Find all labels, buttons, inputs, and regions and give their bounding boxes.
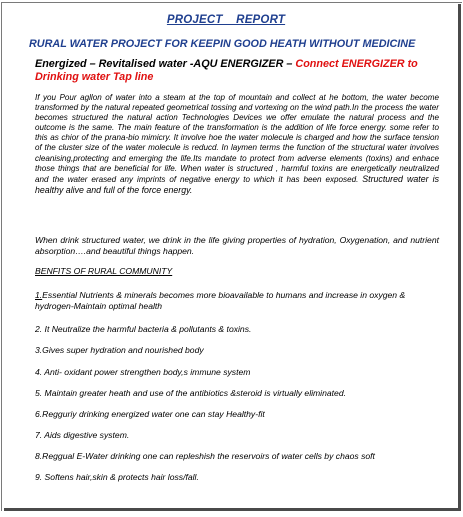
benefit-item: [35, 345, 443, 356]
benefit-number: 4.: [35, 367, 43, 377]
energizer-line-red: Connect ENERGIZER to Drinking water Tap line: [35, 58, 418, 83]
benefit-item: [35, 367, 443, 378]
benefit-text: It Neutralize the harmful bacteria & pollutants & toxins.: [42, 324, 252, 334]
benefit-item: [35, 430, 443, 441]
benefits-heading: BENFITS OF RURAL COMMUNITY: [35, 266, 173, 276]
benefit-text: Maintain greater heath and use of the antibiotics &steroid is virtually eliminated.: [42, 388, 346, 398]
benefit-item: [35, 472, 443, 483]
benefit-item: [35, 388, 443, 399]
benefit-text: Regguriy drinking energized water one can stay Healthy-fit: [42, 409, 265, 419]
benefit-text: Reggual E-Water drinking one can repleshish the reservoirs of water cells by chaos soft: [42, 451, 375, 461]
page-shadow-right: [458, 4, 461, 511]
benefit-item: [35, 324, 443, 335]
report-subtitle: RURAL WATER PROJECT FOR KEEPIN GOOD HEATH WITHOUT MEDICINE: [29, 38, 416, 50]
benefit-text: Gives super hydration and nourished body: [42, 345, 204, 355]
intro-paragraph: [35, 93, 439, 196]
drink-paragraph: When drink structured water, we drink in the life giving properties of hydration, Oxygenation, and nutrient absorption….and beautiful things happen.: [35, 235, 439, 256]
benefit-number: 6.: [35, 409, 43, 419]
benefit-number: 9.: [35, 472, 43, 482]
report-title: PROJECT REPORT: [166, 14, 286, 26]
benefit-number: 1.: [35, 290, 43, 300]
benefit-item: [35, 451, 443, 462]
benefit-number: 8.: [35, 451, 43, 461]
benefit-number: 3.: [35, 345, 43, 355]
energizer-line: [35, 58, 447, 84]
intro-text: If you Pour agllon of water into a steam at the top of mountain and collect at he bottom, the water become transformed by the natural repeated geometrical tossing and vortexing on the wind path.In the process the water becomes structured the natural action Technologies Devices we offer emulate the natural process and the outcome is the same. The main feature of the transformation is the addition of life force energy. some refer to this as chior of the prana-bio mimicry. It involve hoe the water molecule is charged and how the surface tension of the cluster size of the water molecule is reducd. In laymen terms the function of the structural water involves cleanising,protecting and emerging the life.Its mandate to protect from adverse elements (toxins) and enhace those things that are beneficial for life. When water is structured , harmful toxins are energetically neutralized and the water erased any imprints of negative energy to which it has been exposed.: [35, 93, 439, 184]
benefit-number: 7.: [35, 430, 43, 440]
energizer-line-black: Energized – Revitalised water -AQU ENERGIZER –: [35, 58, 296, 70]
page-shadow-bottom: [4, 508, 461, 511]
benefit-text: Softens hair,skin & protects hair loss/fall.: [42, 472, 199, 482]
benefit-text: Anti- oxidant power strengthen body,s immune system: [42, 367, 251, 377]
document-content: [2, 3, 458, 508]
benefit-number: 2.: [35, 324, 43, 334]
document-page: [1, 2, 462, 511]
benefit-item: [35, 409, 443, 420]
benefit-text: Essential Nutrients & minerals becomes more bioavailable to humans and increase in oxygen & hydrogen-Maintain optimal health: [35, 290, 406, 312]
benefit-text: Aids digestive system.: [42, 430, 130, 440]
intro-tail: Structured water is healthy alive and full of the force energy.: [35, 173, 439, 195]
benefit-number: 5.: [35, 388, 43, 398]
benefit-item: [35, 290, 443, 312]
